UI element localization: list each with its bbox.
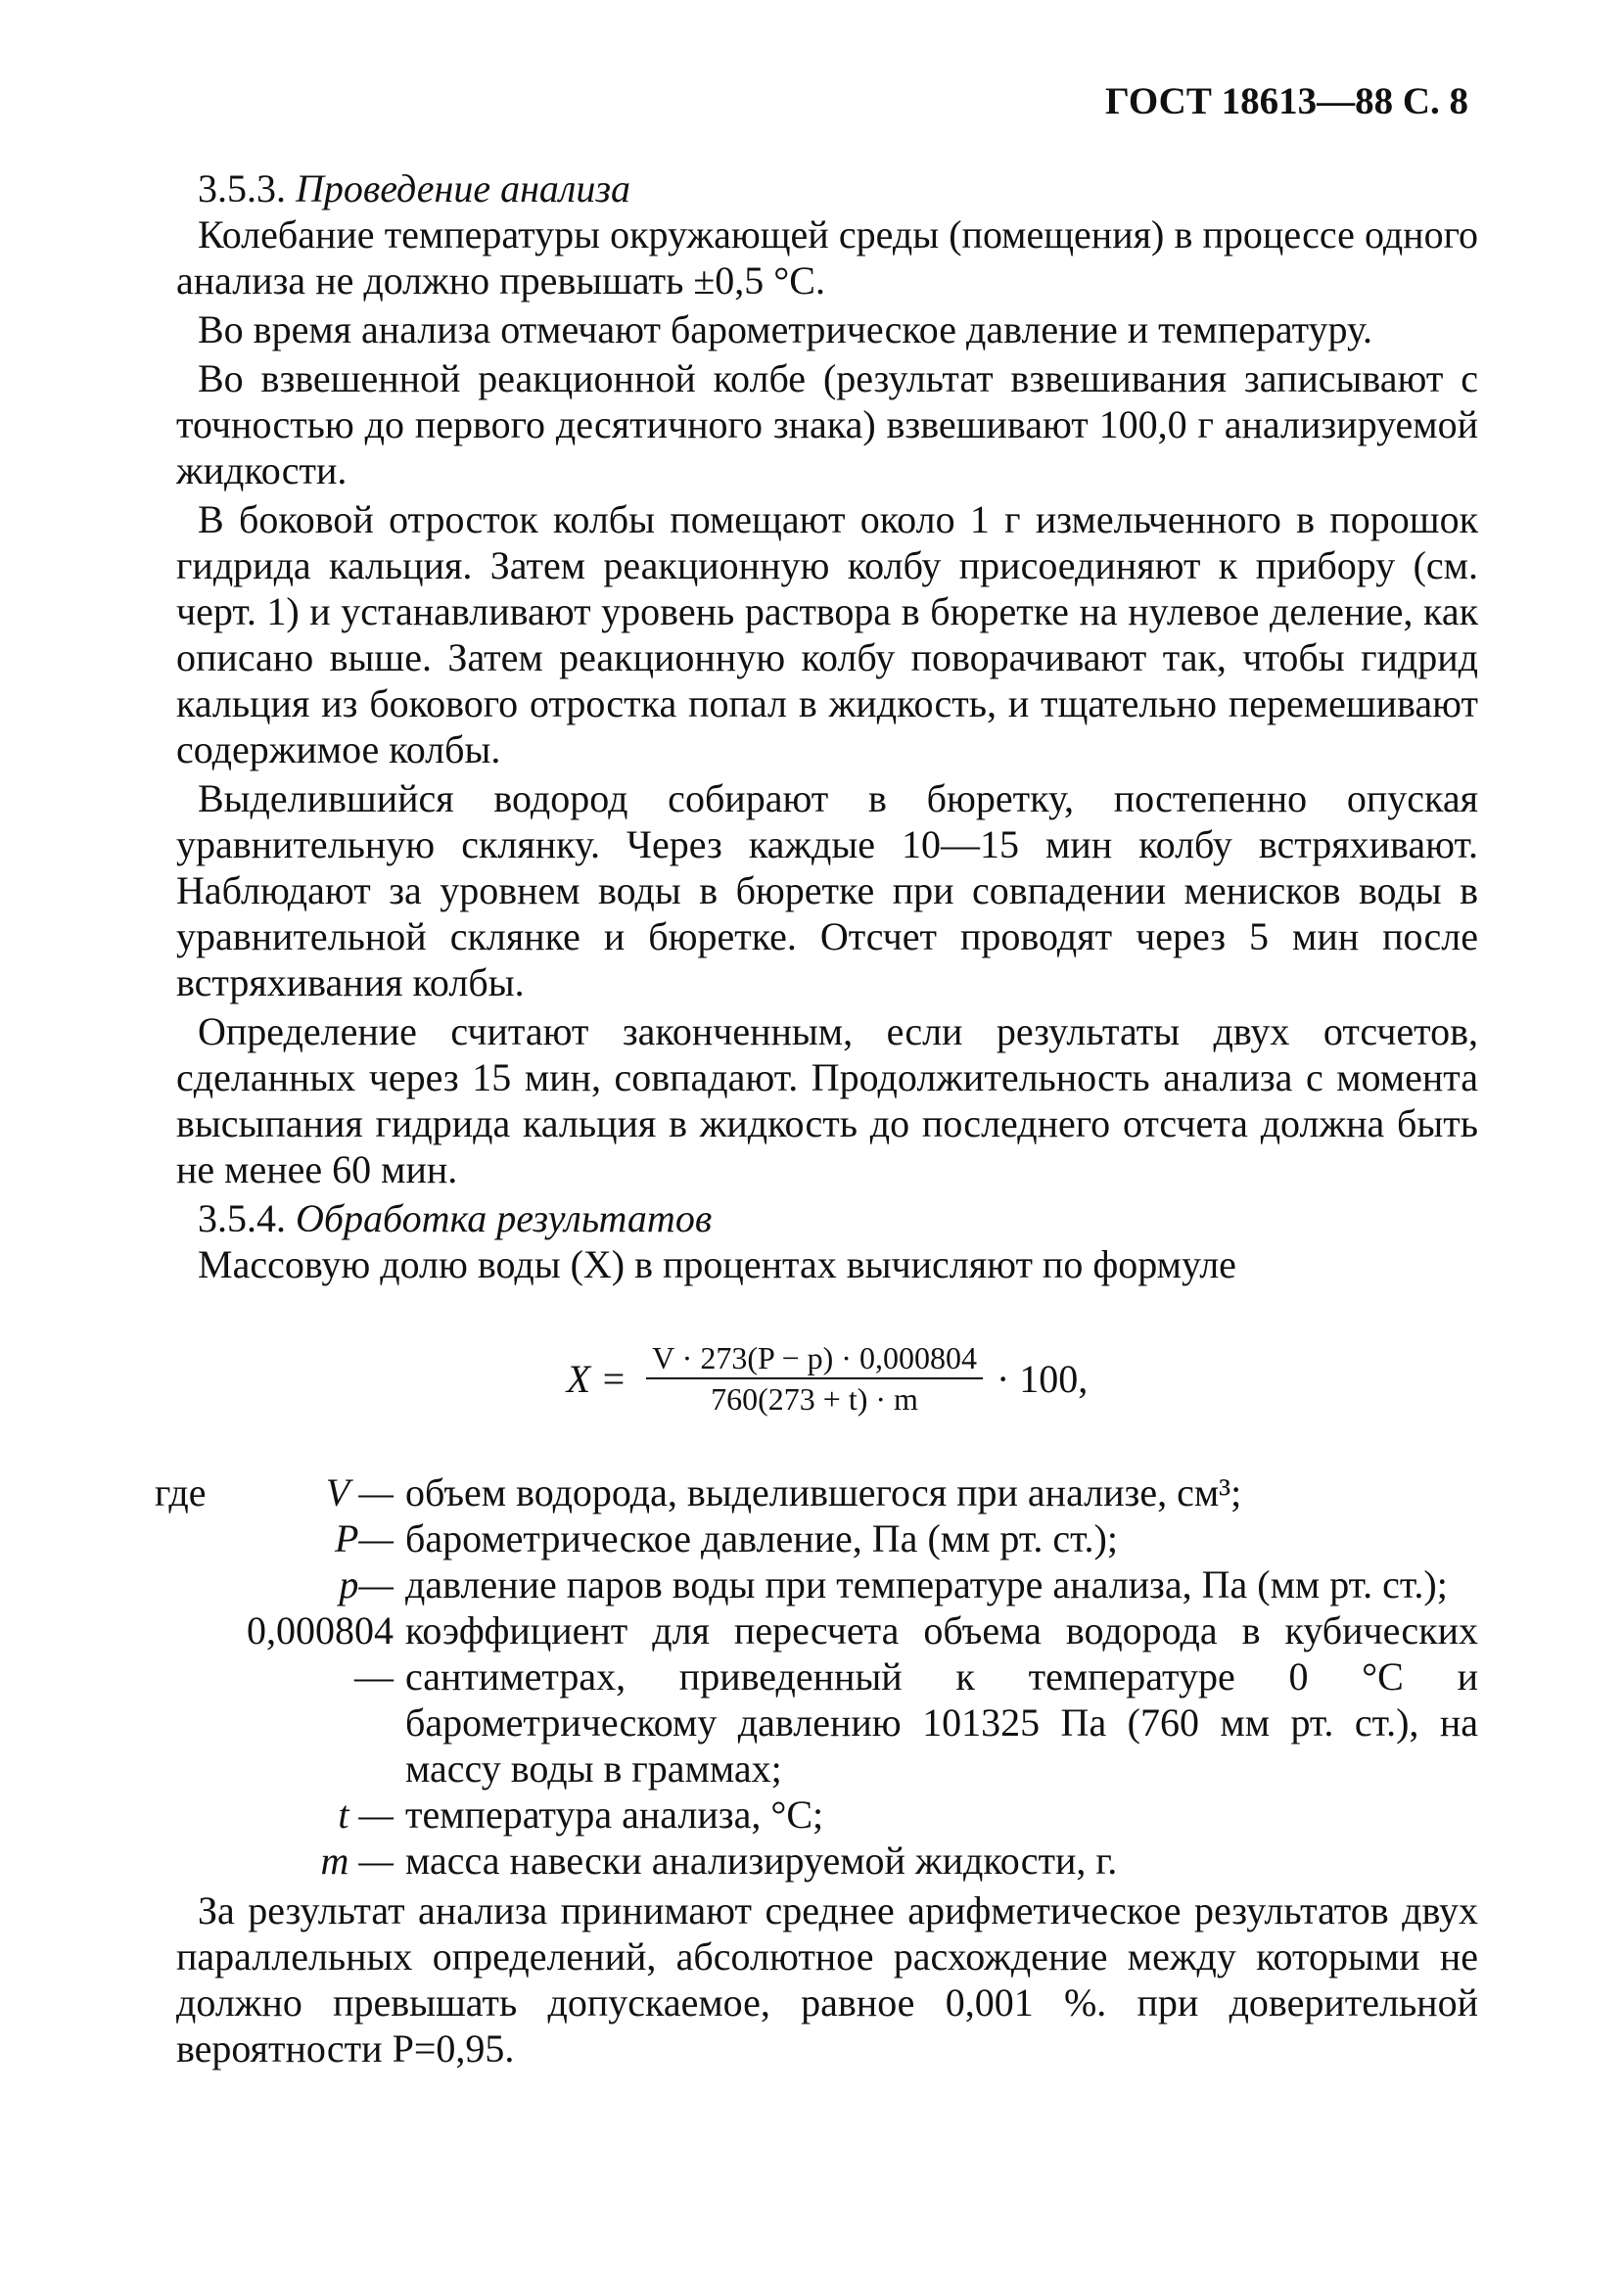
legend-symbol: 0,000804— — [247, 1608, 394, 1699]
legend-description: барометрическое давление, Па (мм рт. ст.); — [405, 1516, 1118, 1560]
formula — [176, 1338, 1478, 1419]
paragraph: Колебание температуры окружающей среды (помещения) в процессе одного анализа не должно превышать ±0,5 °С. — [176, 212, 1478, 303]
formula-denominator: 760(273 + t) · m — [711, 1381, 918, 1417]
section-3-5-4-heading — [176, 1195, 1478, 1241]
formula-rhs: · 100, — [996, 1356, 1089, 1401]
legend-description: давление паров воды при температуре анализа, Па (мм рт. ст.); — [405, 1562, 1448, 1606]
formula-lhs: X = — [566, 1356, 627, 1401]
legend-where-label: где — [155, 1470, 207, 1514]
legend-symbol: p— — [339, 1562, 394, 1606]
paragraph: Во время анализа отмечают барометрическое давление и температуру. — [198, 307, 1372, 351]
variable-legend — [155, 1469, 1478, 1884]
paragraph: В боковой отросток колбы помещают около 1 г измельченного в порошок гидрида кальция. Затем реакционную колбу присоединяют к прибору (см. черт. 1) и устанавливают уровень раствора в бюретке на нулевое деление, как описано выше. Затем реакционную колбу поворачивают так, чтобы гидрид кальция из бокового отростка попал в жидкость, и тщательно перемешивают содержимое колбы. — [176, 497, 1478, 771]
section-3-5-3-heading — [176, 165, 1478, 211]
paragraph: Определение считают законченным, если результаты двух отсчетов, сделанных через 15 мин, совпадают. Продолжительность анализа с момента высыпания гидрида кальция в жидкость до последнего отсчета должна быть не менее 60 мин. — [176, 1009, 1478, 1191]
legend-symbol: m — — [320, 1839, 394, 1883]
paragraph: Во взвешенной реакционной колбе (результат взвешивания записывают с точностью до первого десятичного знака) взвешивают 100,0 г анализируемой жидкости. — [176, 356, 1478, 492]
legend-description: масса навески анализируемой жидкости, г. — [405, 1839, 1118, 1883]
section-title: Проведение анализа — [296, 166, 630, 210]
legend-description: температура анализа, °С; — [405, 1792, 824, 1837]
formula-fraction — [646, 1338, 983, 1419]
formula-intro: Массовую долю воды (X) в процентах вычисляют по формуле — [198, 1242, 1236, 1286]
page-header: ГОСТ 18613—88 С. 8 — [1105, 80, 1468, 122]
section-title: Обработка результатов — [296, 1196, 713, 1240]
section-number: 3.5.4. — [198, 1196, 286, 1240]
final-paragraph: За результат анализа принимают среднее арифметическое результатов двух параллельных определений, абсолютное расхождение между которыми не должно превышать допускаемое, равное 0,001 %. при доверительной вероятности P=0,95. — [176, 1888, 1478, 2071]
legend-symbol: V — — [325, 1470, 394, 1514]
legend-description: объем водорода, выделившегося при анализе, см³; — [405, 1470, 1242, 1514]
legend-symbol: P— — [335, 1516, 394, 1560]
section-number: 3.5.3. — [198, 166, 286, 210]
formula-numerator: V · 273(P − p) · 0,000804 — [646, 1338, 983, 1379]
legend-symbol: t — — [338, 1792, 394, 1837]
paragraph: Выделившийся водород собирают в бюретку, постепенно опуская уравнительную склянку. Через каждые 10—15 мин колбу встряхивают. Наблюдают за уровнем воды в бюретке при совпадении менисков воды в уравнительной склянке и бюретке. Отсчет проводят через 5 мин после встряхивания колбы. — [176, 776, 1478, 1004]
document-page — [155, 78, 1478, 2074]
legend-description: коэффициент для пересчета объема водорода в кубических сантиметрах, приведенный к температуре 0 °С и барометрическому давлению 101325 Па (760 мм рт. ст.), на массу воды в граммах; — [405, 1608, 1478, 1791]
